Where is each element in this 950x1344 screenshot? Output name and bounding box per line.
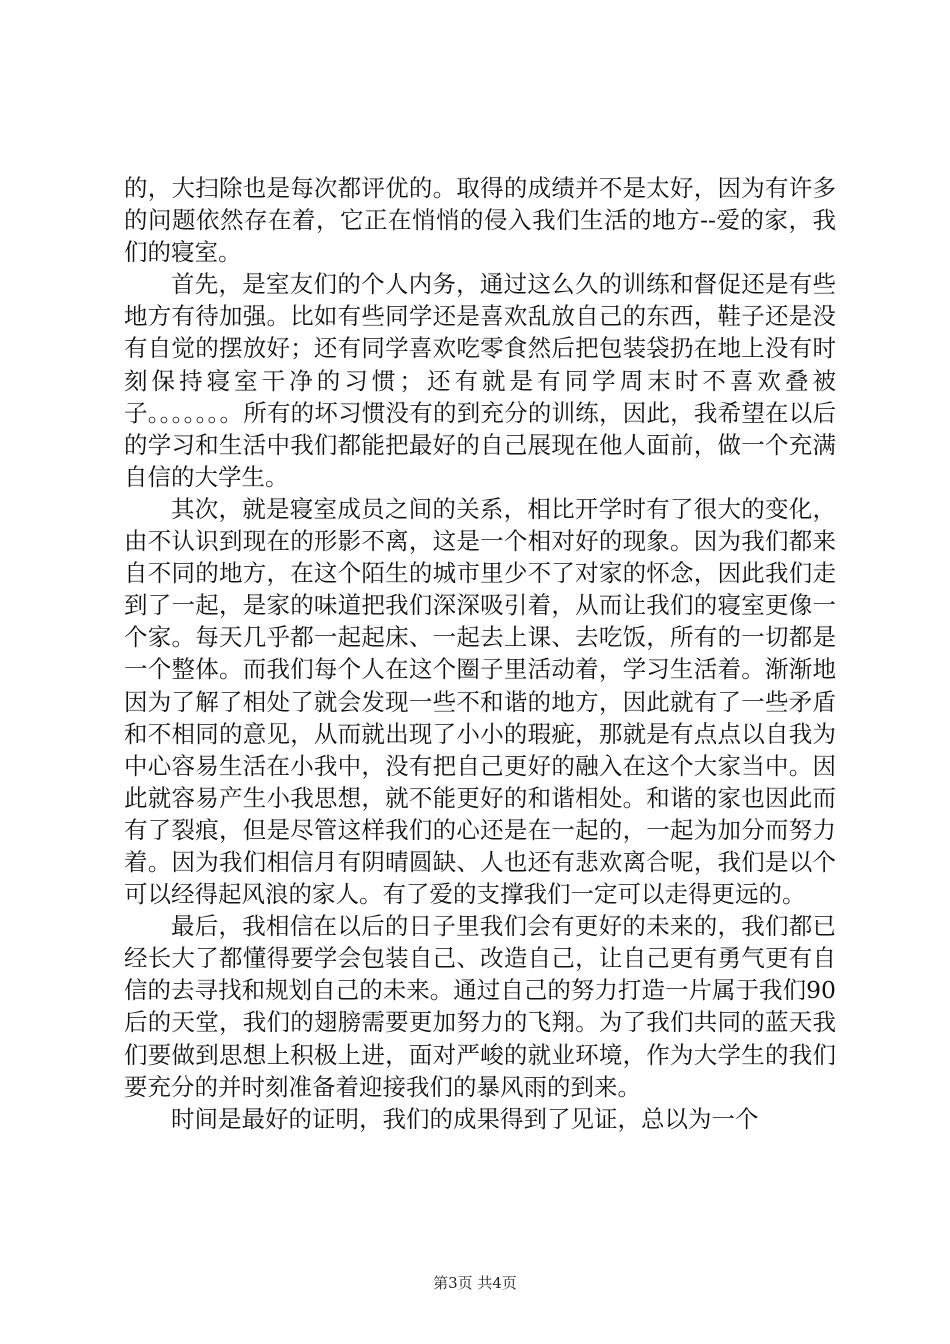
page-footer: 第3页 共4页 [433,1274,517,1292]
document-body [124,172,836,1135]
paragraph-4: 最后，我相信在以后的日子里我们会有更好的未来的，我们都已经长大了都懂得要学会包装自己、改造自己，让自己更有勇气更有自信的去寻找和规划自己的未来。通过自己的努力打造一片属于我们90后的天堂，我们的翅膀需要更加努力的飞翔。为了我们共同的蓝天我们要做到思想上积极上进，面对严峻的就业环境，作为大学生的我们要充分的并时刻准备着迎接我们的暴风雨的到来。 [124,912,836,1101]
paragraph-5: 时间是最好的证明，我们的成果得到了见证，总以为一个 [171,1104,759,1133]
paragraph-3: 其次，就是寝室成员之间的关系，相比开学时有了很大的变化，由不认识到现在的形影不离，这是一个相对好的现象。因为我们都来自不同的地方，在这个陌生的城市里少不了对家的怀念，因此我们走到了一起，是家的味道把我们深深吸引着，从而让我们的寝室更像一个家。每天几乎都一起起床、一起去上课、去吃饭，所有的一切都是一个整体。而我们每个人在这个圈子里活动着，学习生活着。渐渐地因为了解了相处了就会发现一些不和谐的地方，因此就有了一些矛盾和不相同的意见，从而就出现了小小的瑕疵，那就是有点点以自我为中心容易生活在小我中，没有把自己更好的融入在这个大家当中。因此就容易产生小我思想，就不能更好的和谐相处。和谐的家也因此而有了裂痕，但是尽管这样我们的心还是在一起的，一起为加分而努力着。因为我们相信月有阴晴圆缺、人也还有悲欢离合呢，我们是以个可以经得起风浪的家人。有了爱的支撑我们一定可以走得更远的。 [124,494,836,909]
paragraph-1: 的，大扫除也是每次都评优的。取得的成绩并不是太好，因为有许多的问题依然存在着，它正在悄悄的侵入我们生活的地方--爱的家，我们的寝室。 [124,174,836,267]
paragraph-2: 首先，是室友们的个人内务，通过这么久的训练和督促还是有些地方有待加强。比如有些同学还是喜欢乱放自己的东西，鞋子还是没有自觉的摆放好；还有同学喜欢吃零食然后把包装袋扔在地上没有时刻保持寝室干净的习惯；还有就是有同学周末时不喜欢叠被子。。。。。。。所有的坏习惯没有的到充分的训练，因此，我希望在以后的学习和生活中我们都能把最好的自己展现在他人面前，做一个充满自信的大学生。 [124,270,836,491]
